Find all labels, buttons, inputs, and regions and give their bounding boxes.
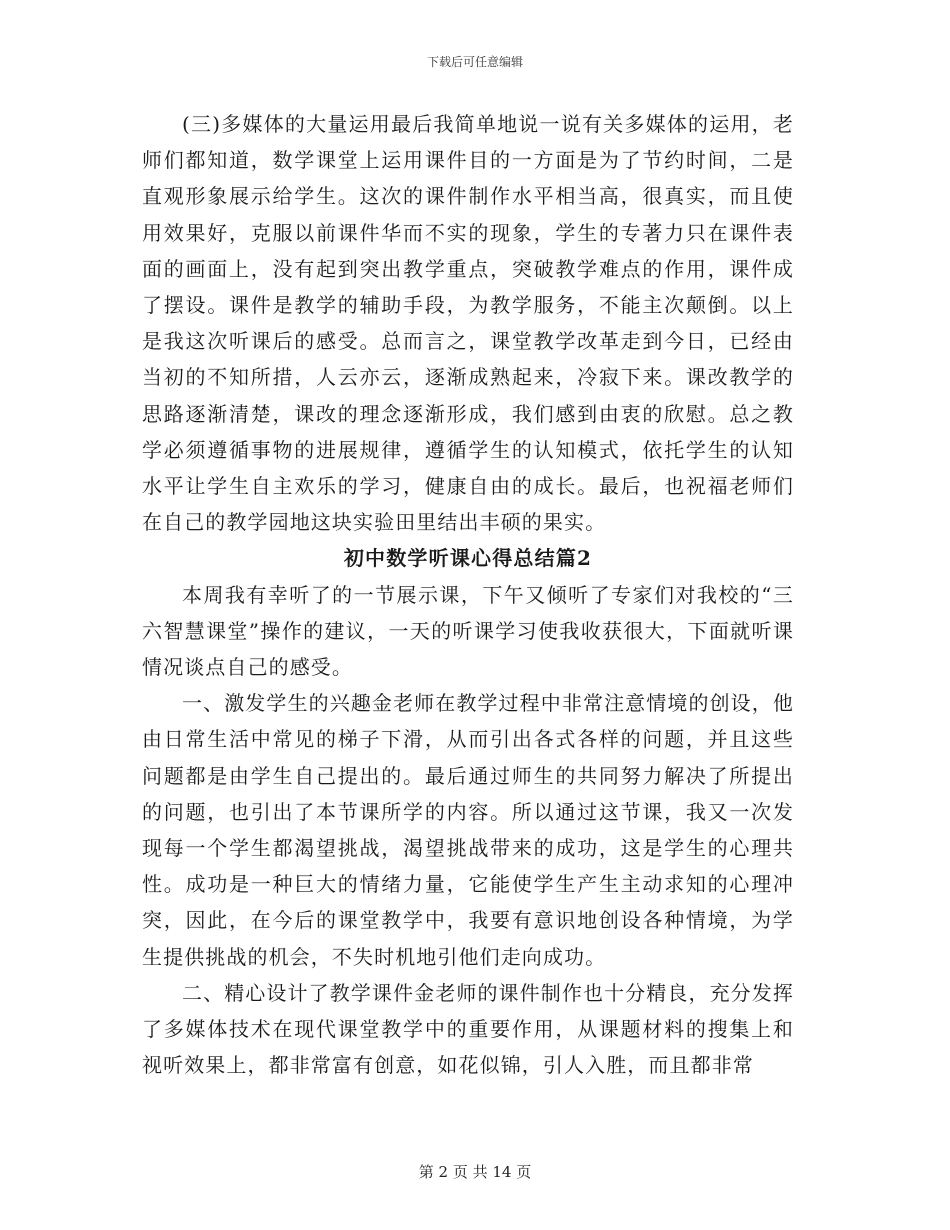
section-title: 初中数学听课心得总结篇2: [343, 546, 593, 571]
paragraph-intro: 本周我有幸听了的一节展示课，下午又倾听了专家们对我校的“三六智慧课堂”操作的建议，一天的听课学习使我收获很大，下面就听课情况谈点自己的感受。: [142, 582, 794, 680]
page-header-note: 下载后可任意编辑: [426, 55, 523, 69]
document-body: [142, 106, 794, 1083]
paragraph-multimedia: (三)多媒体的大量运用最后我简单地说一说有关多媒体的运用，老师们都知道，数学课堂上运用课件目的一方面是为了节约时间，二是直观形象展示给学生。这次的课件制作水平相当高，很真实，而且使用效果好，克服以前课件华而不实的现象，学生的专著力只在课件表面的画面上，没有起到突出教学重点，突破教学难点的作用，课件成了摆设。课件是教学的辅助手段，为教学服务，不能主次颠倒。以上是我这次听课后的感受。总而言之，课堂教学改革走到今日，已经由当初的不知所措，人云亦云，逐渐成熟起来，冷寂下来。课改教学的思路逐渐清楚，课改的理念逐渐形成，我们感到由衷的欣慰。总之教学必须遵循事物的进展规律，遵循学生的认知模式，依托学生的认知水平让学生自主欢乐的学习，健康自由的成长。最后，也祝福老师们在自己的教学园地这块实验田里结出丰硕的果实。: [142, 112, 794, 535]
paragraph-courseware: 二、精心设计了教学课件金老师的课件制作也十分精良，充分发挥了多媒体技术在现代课堂教学中的重要作用，从课题材料的搜集上和视听效果上，都非常富有创意，如花似锦，引人入胜，而且都非常: [142, 980, 794, 1078]
paragraph-interest: 一、激发学生的兴趣金老师在教学过程中非常注意情境的创设，他由日常生活中常见的梯子下滑，从而引出各式各样的问题，并且这些问题都是由学生自己提出的。最后通过师生的共同努力解决了所提出的问题，也引出了本节课所学的内容。所以通过这节课，我又一次发现每一个学生都渴望挑战，渴望挑战带来的成功，这是学生的心理共性。成功是一种巨大的情绪力量，它能使学生产生主动求知的心理冲突，因此，在今后的课堂教学中，我要有意识地创设各种情境，为学生提供挑战的机会，不失时机地引他们走向成功。: [142, 691, 794, 969]
page-number: 第 2 页 共 14 页: [418, 1163, 532, 1181]
